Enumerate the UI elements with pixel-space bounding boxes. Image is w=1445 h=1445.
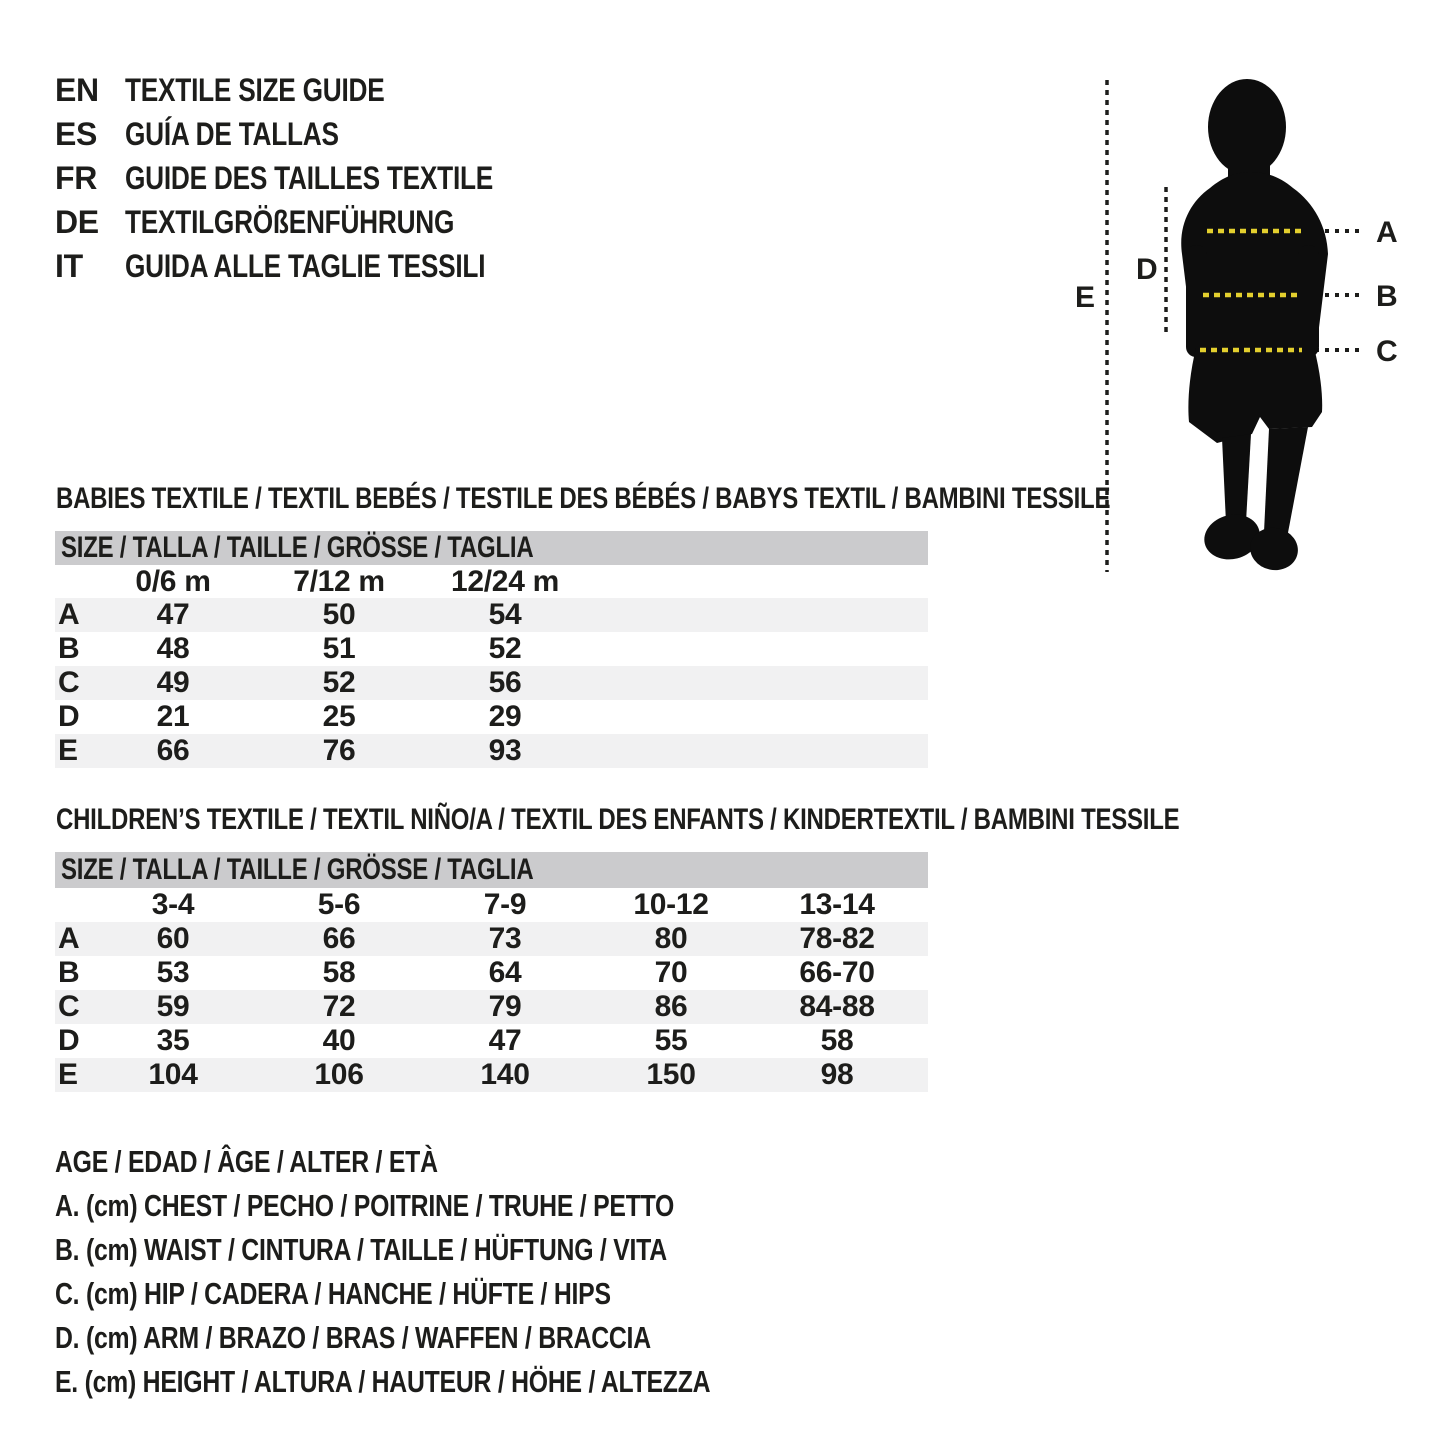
marker-label-e: E bbox=[1075, 281, 1095, 314]
marker-label-d: D bbox=[1136, 253, 1158, 286]
babies-size-header-bar bbox=[55, 531, 928, 565]
lang-code: FR bbox=[55, 159, 98, 196]
table-row bbox=[55, 1024, 928, 1058]
babies-size-table bbox=[55, 531, 928, 768]
cell-value: 29 bbox=[488, 700, 522, 733]
children-heading-text: CHILDREN’S TEXTILE / TEXTIL NIÑO/A / TEXTIL DES ENFANTS / KINDERTEXTIL / BAMBINI TESSILE bbox=[56, 803, 1180, 836]
cell-value: 64 bbox=[488, 956, 522, 989]
marker-label-b: B bbox=[1376, 280, 1398, 313]
cell-value: 106 bbox=[314, 1058, 364, 1091]
silhouette-right-arm bbox=[1298, 245, 1319, 357]
cell-value: 51 bbox=[322, 632, 356, 665]
silhouette-left-arm bbox=[1186, 245, 1207, 357]
cell-value: 58 bbox=[322, 956, 356, 989]
cell-value: 52 bbox=[322, 666, 356, 699]
size-header-text: SIZE / TALLA / TAILLE / GRÖSSE / TAGLIA bbox=[61, 531, 534, 564]
lang-row-de bbox=[55, 200, 574, 244]
column-header: 0/6 m bbox=[135, 565, 211, 598]
column-header: 13-14 bbox=[799, 888, 875, 921]
cell-value: 25 bbox=[322, 700, 356, 733]
table-row bbox=[55, 956, 928, 990]
row-label: E bbox=[58, 1058, 78, 1091]
cell-value: 53 bbox=[156, 956, 190, 989]
column-header: 12/24 m bbox=[451, 565, 559, 598]
legend-line-waist bbox=[55, 1228, 874, 1272]
row-label: A bbox=[58, 598, 80, 631]
lang-title: GUIDE DES TAILLES TEXTILE bbox=[125, 159, 494, 196]
cell-value: 79 bbox=[488, 990, 522, 1023]
lang-title: TEXTILGRÖßENFÜHRUNG bbox=[125, 203, 455, 240]
cell-value: 78-82 bbox=[799, 922, 875, 955]
cell-value: 47 bbox=[488, 1024, 522, 1057]
row-label: C bbox=[58, 666, 80, 699]
babies-column-header-row bbox=[55, 565, 928, 598]
table-row bbox=[55, 1058, 928, 1092]
babies-section-heading bbox=[56, 482, 1374, 516]
cell-value: 86 bbox=[654, 990, 688, 1023]
cell-value: 55 bbox=[654, 1024, 688, 1057]
lang-code: DE bbox=[55, 203, 99, 240]
children-size-header-bar bbox=[55, 852, 928, 888]
legend-text: C. (cm) HIP / CADERA / HANCHE / HÜFTE / HIPS bbox=[55, 1276, 611, 1311]
legend-line-chest bbox=[55, 1184, 874, 1228]
language-title-list bbox=[55, 68, 574, 288]
lang-row-es bbox=[55, 112, 574, 156]
table-row bbox=[55, 734, 928, 768]
column-header: 7-9 bbox=[483, 888, 527, 921]
cell-value: 98 bbox=[820, 1058, 854, 1091]
cell-value: 60 bbox=[156, 922, 190, 955]
lang-code: IT bbox=[55, 247, 83, 284]
children-size-table bbox=[55, 852, 928, 1092]
cell-value: 84-88 bbox=[799, 990, 875, 1023]
row-label: D bbox=[58, 700, 80, 733]
column-header: 5-6 bbox=[317, 888, 361, 921]
cell-value: 50 bbox=[322, 598, 356, 631]
lang-code: ES bbox=[55, 115, 98, 152]
table-row bbox=[55, 990, 928, 1024]
table-row bbox=[55, 666, 928, 700]
cell-value: 47 bbox=[156, 598, 190, 631]
legend-line-height bbox=[55, 1360, 874, 1404]
cell-value: 76 bbox=[322, 734, 356, 767]
table-row bbox=[55, 598, 928, 632]
row-label: C bbox=[58, 990, 80, 1023]
column-header: 7/12 m bbox=[293, 565, 385, 598]
lang-row-en bbox=[55, 68, 574, 112]
table-row bbox=[55, 700, 928, 734]
lang-row-it bbox=[55, 244, 574, 288]
cell-value: 80 bbox=[654, 922, 688, 955]
table-row bbox=[55, 922, 928, 956]
children-section-heading bbox=[56, 803, 1445, 837]
lang-title: TEXTILE SIZE GUIDE bbox=[125, 71, 385, 108]
cell-value: 54 bbox=[488, 598, 522, 631]
legend-text: B. (cm) WAIST / CINTURA / TAILLE / HÜFTUNG / VITA bbox=[55, 1232, 667, 1267]
row-label: A bbox=[58, 922, 80, 955]
cell-value: 140 bbox=[480, 1058, 530, 1091]
legend-line-hip bbox=[55, 1272, 874, 1316]
cell-value: 21 bbox=[156, 700, 190, 733]
measurement-legend bbox=[55, 1140, 874, 1404]
marker-label-a: A bbox=[1376, 216, 1398, 249]
cell-value: 59 bbox=[156, 990, 190, 1023]
row-label: D bbox=[58, 1024, 80, 1057]
legend-line-arm bbox=[55, 1316, 874, 1360]
legend-text: AGE / EDAD / ÂGE / ALTER / ETÀ bbox=[55, 1144, 438, 1179]
cell-value: 35 bbox=[156, 1024, 190, 1057]
column-header: 10-12 bbox=[633, 888, 709, 921]
cell-value: 73 bbox=[488, 922, 522, 955]
cell-value: 66 bbox=[322, 922, 356, 955]
cell-value: 93 bbox=[488, 734, 522, 767]
cell-value: 104 bbox=[148, 1058, 198, 1091]
marker-label-c: C bbox=[1376, 335, 1398, 368]
legend-line-age bbox=[55, 1140, 874, 1184]
cell-value: 48 bbox=[156, 632, 190, 665]
lang-title: GUÍA DE TALLAS bbox=[125, 115, 339, 152]
babies-heading-text: BABIES TEXTILE / TEXTIL BEBÉS / TESTILE DES BÉBÉS / BABYS TEXTIL / BAMBINI TESSILE bbox=[56, 482, 1111, 515]
size-header-text: SIZE / TALLA / TAILLE / GRÖSSE / TAGLIA bbox=[61, 853, 534, 886]
cell-value: 150 bbox=[646, 1058, 696, 1091]
cell-value: 40 bbox=[322, 1024, 356, 1057]
cell-value: 66 bbox=[156, 734, 190, 767]
row-label: B bbox=[58, 632, 80, 665]
cell-value: 70 bbox=[654, 956, 688, 989]
cell-value: 52 bbox=[488, 632, 522, 665]
legend-text: A. (cm) CHEST / PECHO / POITRINE / TRUHE / PETTO bbox=[55, 1188, 675, 1223]
lang-code: EN bbox=[55, 71, 99, 108]
row-label: E bbox=[58, 734, 78, 767]
table-row bbox=[55, 632, 928, 666]
cell-value: 72 bbox=[322, 990, 356, 1023]
children-column-header-row bbox=[55, 888, 928, 922]
lang-title: GUIDA ALLE TAGLIE TESSILI bbox=[125, 247, 486, 284]
row-label: B bbox=[58, 956, 80, 989]
cell-value: 66-70 bbox=[799, 956, 875, 989]
legend-text: E. (cm) HEIGHT / ALTURA / HAUTEUR / HÖHE / ALTEZZA bbox=[55, 1364, 711, 1399]
legend-text: D. (cm) ARM / BRAZO / BRAS / WAFFEN / BRACCIA bbox=[55, 1320, 651, 1355]
lang-row-fr bbox=[55, 156, 574, 200]
column-header: 3-4 bbox=[151, 888, 195, 921]
cell-value: 56 bbox=[488, 666, 522, 699]
cell-value: 49 bbox=[156, 666, 190, 699]
cell-value: 58 bbox=[820, 1024, 854, 1057]
